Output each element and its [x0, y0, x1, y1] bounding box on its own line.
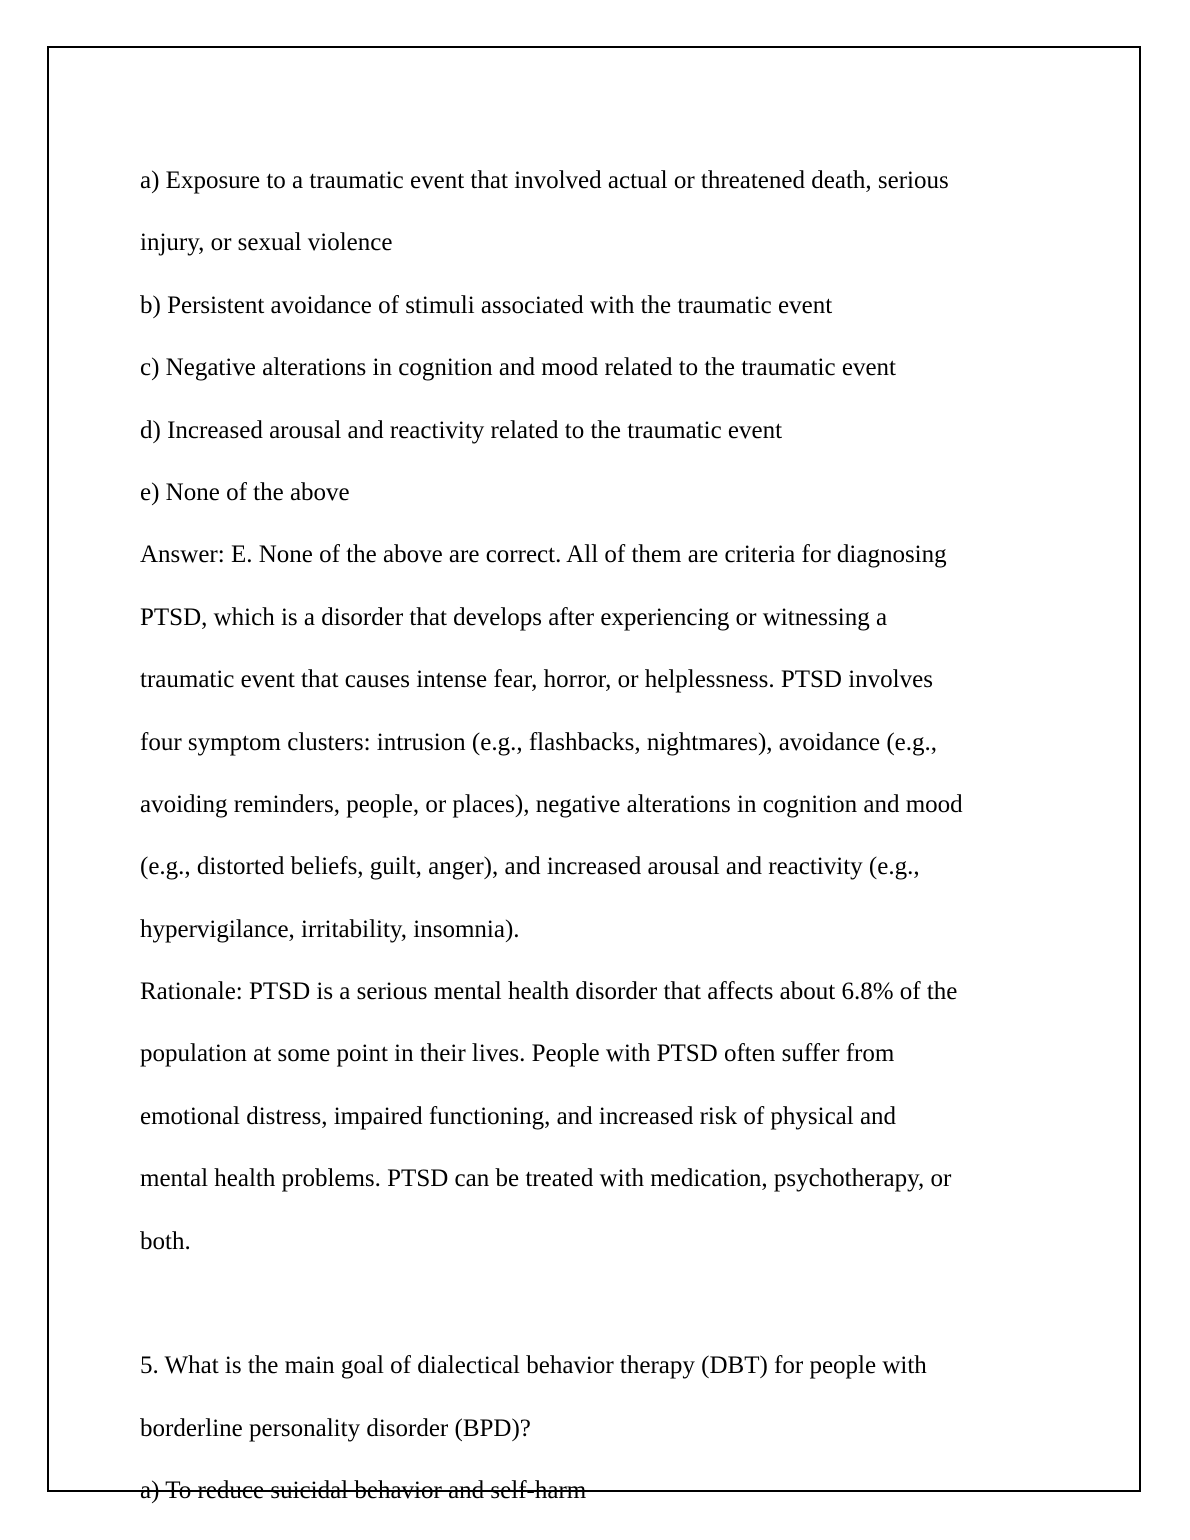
answer-line-4: four symptom clusters: intrusion (e.g., flashbacks, nightmares), avoidance (e.g.,: [140, 728, 938, 756]
option-a-line-1: a) Exposure to a traumatic event that involved actual or threatened death, serious: [140, 167, 949, 194]
rationale-line-3: emotional distress, impaired functioning, and increased risk of physical and: [140, 1102, 897, 1130]
option-a-line-2: injury, or sexual violence: [140, 229, 393, 257]
answer-line-5: avoiding reminders, people, or places), negative alterations in cognition and mood: [140, 790, 963, 818]
question-5-line-2: borderline personality disorder (BPD)?: [140, 1414, 531, 1442]
answer-line-7: hypervigilance, irritability, insomnia).: [140, 915, 520, 943]
question-5-line-1: 5. What is the main goal of dialectical behavior therapy (DBT) for people with: [140, 1352, 927, 1380]
option-e: e) None of the above: [140, 478, 350, 506]
answer-line-1: Answer: E. None of the above are correct. All of them are criteria for diagnosing: [140, 541, 947, 569]
option-b: b) Persistent avoidance of stimuli associated with the traumatic event: [140, 291, 833, 319]
option-d: d) Increased arousal and reactivity related to the traumatic event: [140, 416, 783, 444]
document-body: [140, 150, 1050, 1523]
paragraph-gap: [140, 1273, 1050, 1335]
answer-line-6: (e.g., distorted beliefs, guilt, anger), and increased arousal and reactivity (e.g.,: [140, 853, 920, 881]
question-5-option-a: a) To reduce suicidal behavior and self-harm: [140, 1477, 587, 1505]
rationale-line-4: mental health problems. PTSD can be treated with medication, psychotherapy, or: [140, 1165, 952, 1193]
answer-line-2: PTSD, which is a disorder that develops after experiencing or witnessing a: [140, 603, 888, 631]
rationale-line-2: population at some point in their lives. People with PTSD often suffer from: [140, 1040, 895, 1068]
option-c: c) Negative alterations in cognition and mood related to the traumatic event: [140, 354, 896, 382]
answer-line-3: traumatic event that causes intense fear, horror, or helplessness. PTSD involves: [140, 666, 933, 694]
rationale-line-5: both.: [140, 1227, 191, 1255]
rationale-line-1: Rationale: PTSD is a serious mental health disorder that affects about 6.8% of the: [140, 978, 958, 1006]
